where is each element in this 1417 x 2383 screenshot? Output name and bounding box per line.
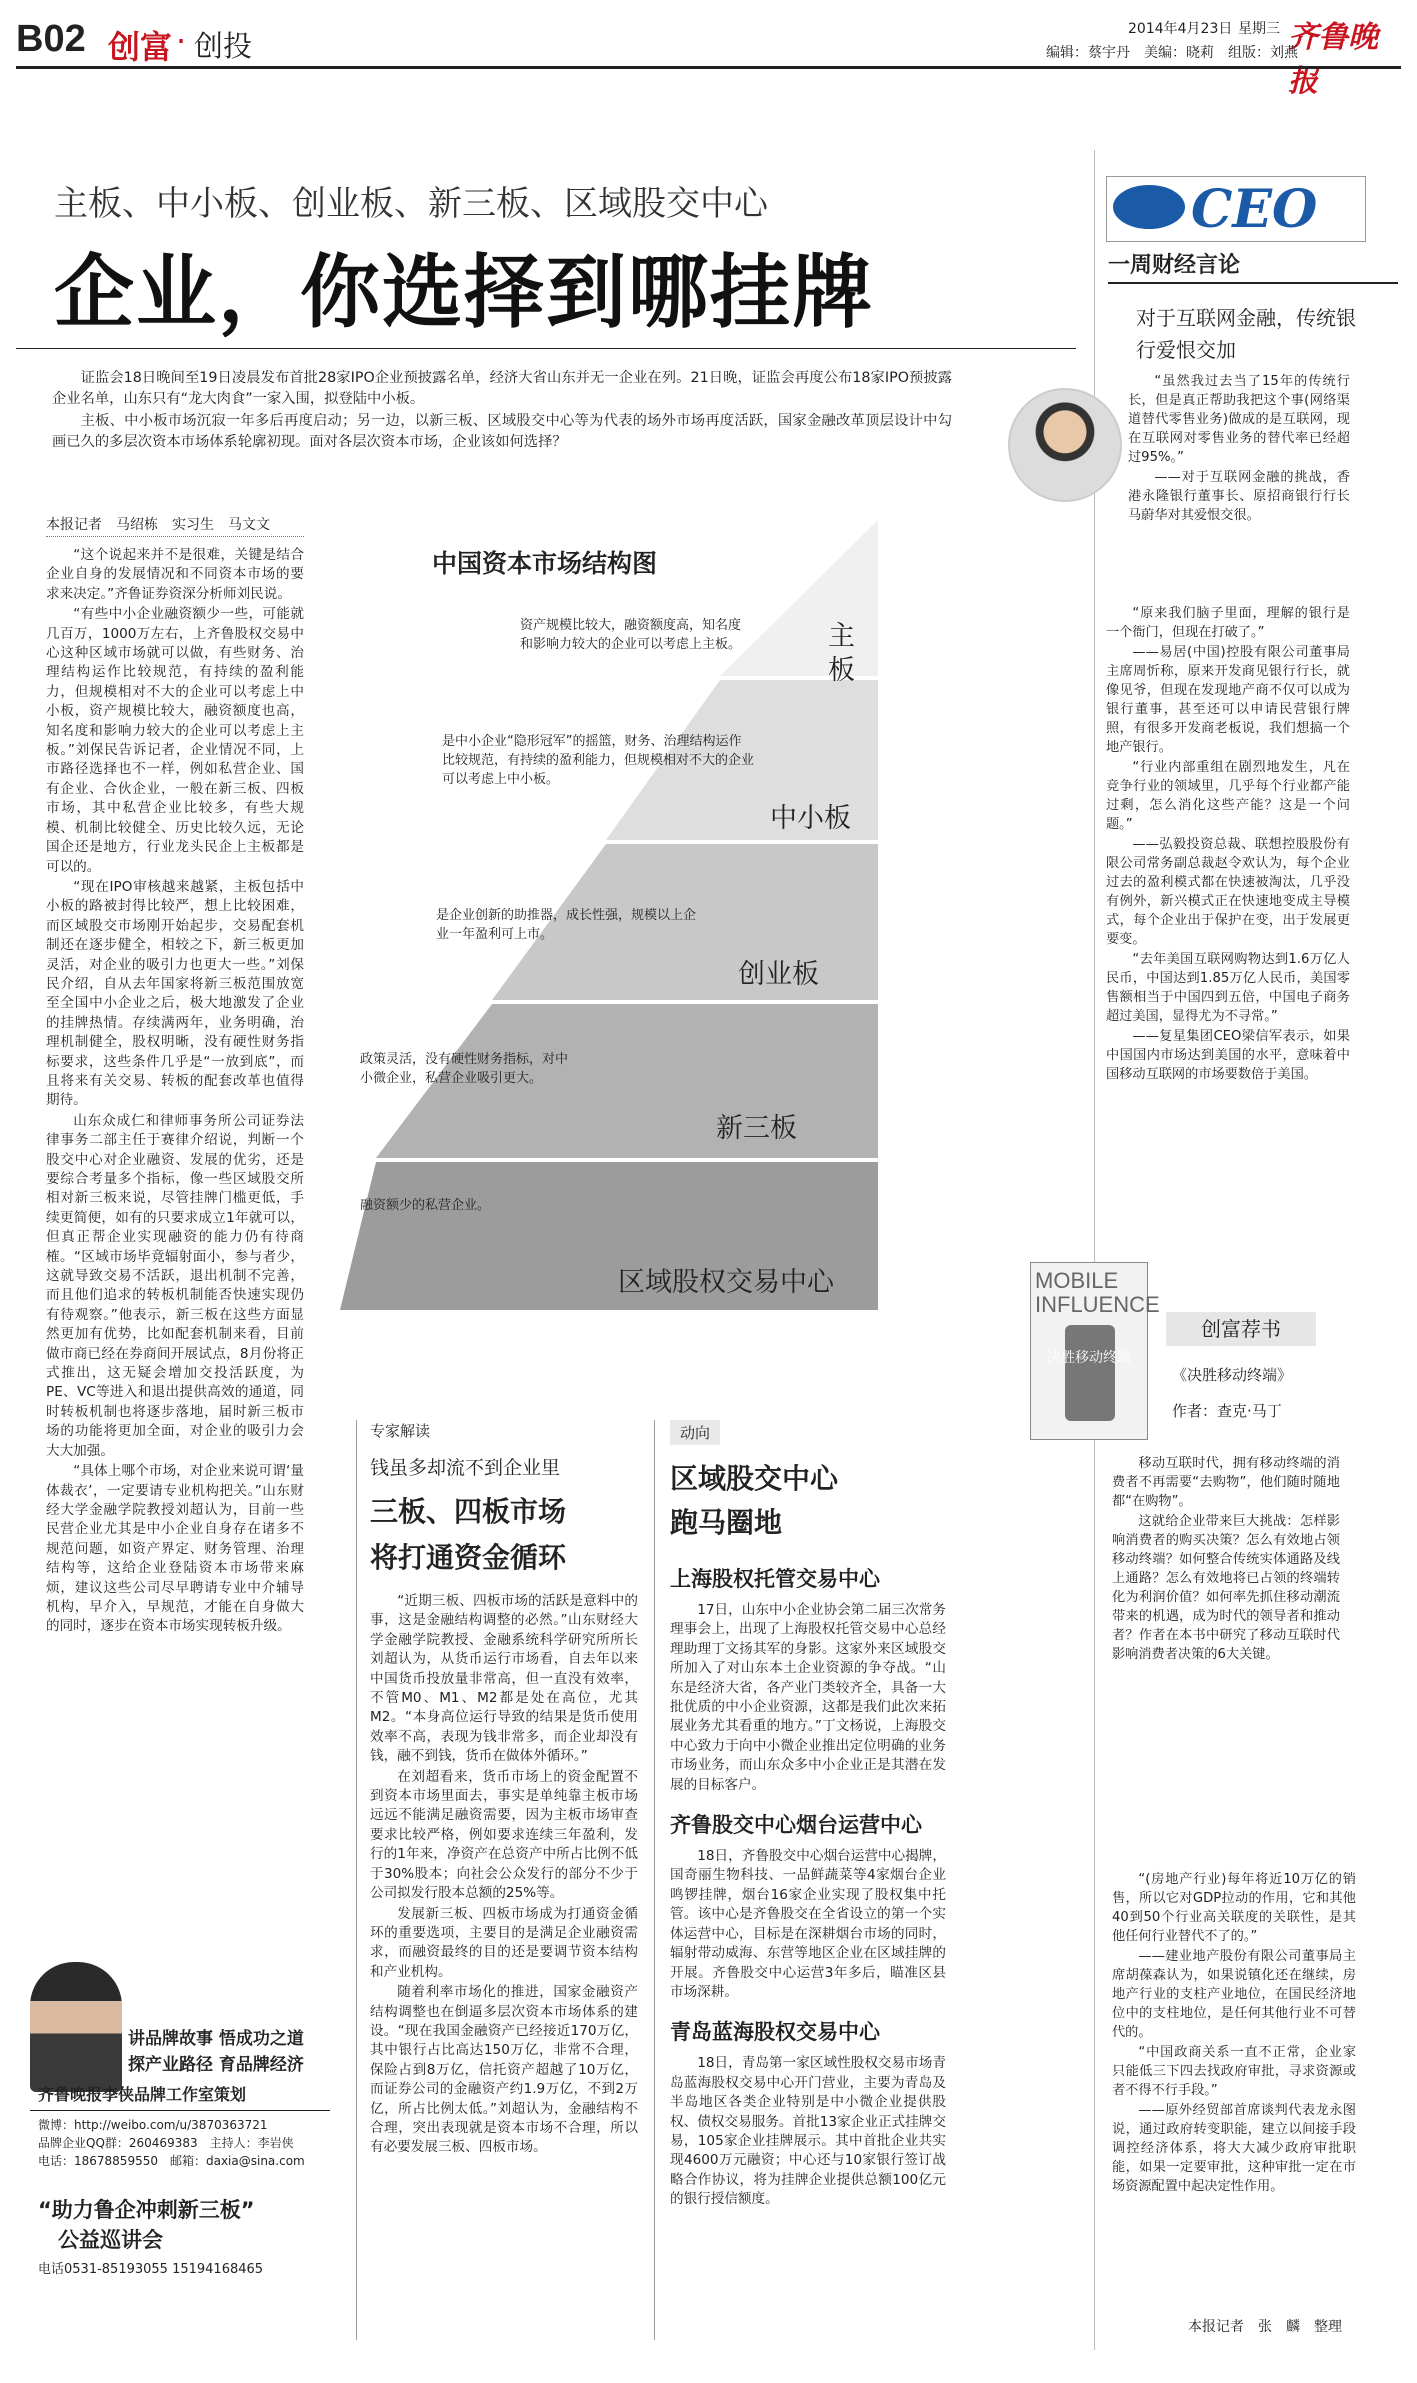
ceo-quote-title: 对于互联网金融，传统银行爱恨交加: [1136, 306, 1356, 362]
ceo-quotes-upper: [1128, 372, 1350, 526]
lead-paragraph-1: 证监会18日晚间至19日凌晨发布首批28家IPO企业预披露名单，经济大省山东并无一企业在列。21日晚，证监会再度公布18家IPO预披露企业名单，山东只有“龙大肉食”一家入围，拟登陆中小板。: [52, 370, 952, 407]
ceo-quote-2-text: “原来我们脑子里面，理解的银行是一个衙门，但现在打破了。”: [1106, 606, 1350, 640]
section-dot: ·: [176, 22, 187, 60]
masthead: [16, 12, 1401, 99]
news-tag: 动向: [670, 1420, 720, 1445]
editor-credits: 编辑：蔡宇丹 美编：晓莉 组版：刘燕: [1046, 45, 1298, 61]
ceo-logo-text: CEO: [1191, 179, 1318, 240]
expert-column: [370, 1420, 638, 2358]
headline-kicker: 主板、中小板、创业板、新三板、区域股交中心: [54, 184, 768, 224]
masthead-rule: [16, 66, 1401, 69]
book-body: [1112, 1454, 1340, 1665]
expert-paragraph-1: “近期三板、四板市场的活跃是意料中的事，这是金融结构调整的必然。”山东财经大学金融学院教授、金融系统科学研究所所长刘超认为，从货币运行市场看，自去年以来中国货币投放量非常高，但一直没有效率，不管M0、M1、M2都是处在高位，尤其M2。“本身高位运行导致的结果是货币使用效率不高，表现为钱非常多，而企业却没有钱，融不到钱，货币在做体外循环。”: [370, 1593, 638, 1765]
expert-paragraph-4: 随着利率市场化的推进，国家金融资产结构调整也在倒逼多层次资本市场体系的建设。“现在我国金融资产已经接近170万亿，其中银行占比高达150万亿，非常不合理，保险占到8万亿，信托资产超越了10万亿，而证券公司的金融资产约1.9万亿，不到2万亿，所占比例太低。”刘超认为，金融结构不合理，突出表现就是资本市场不合理，所以有必要发展三板、四板市场。: [370, 1984, 638, 2156]
news-section-3-body: [670, 2054, 946, 2209]
news-section-2-body: [670, 1847, 946, 2002]
ad-line1: 讲品牌故事 悟成功之道: [128, 2029, 304, 2049]
globe-icon: [1113, 185, 1185, 229]
byline: 本报记者 马绍栋 实习生 马文文: [46, 517, 270, 533]
page-number: B02: [16, 18, 86, 60]
ceo-quote-3-source: ——弘毅投资总裁、联想控股股份有限公司常务副总裁赵令欢认为，每个企业过去的盈利模式都在快速被淘汰，几乎没有例外，新兴模式正在快速地变成主导模式，每个企业出于保护在变，出于发展更要变。: [1106, 837, 1350, 947]
book-paragraph-2: 这就给企业带来巨大挑战：怎样影响消费者的购买决策？怎么有效地占领移动终端？如何整合传统实体通路及线上通路？怎么有效地将已占领的终端转化为利润价值？如何率先抓住移动潮流带来的机遇，成为时代的领导者和推动者？作者在本书中研究了移动互联时代影响消费者决策的6大关键。: [1112, 1514, 1340, 1662]
level-3-name: 创业板: [738, 959, 819, 990]
news-title-line1: 区域股交中心: [670, 1462, 839, 1495]
book-cover: [1030, 1262, 1160, 1440]
diagram-title: 中国资本市场结构图: [432, 549, 658, 578]
news-section-3-text: 18日，青岛第一家区域性股权交易市场青岛蓝海股权交易中心开门营业，主要为青岛及半岛地区各类企业特别是中小微企业提供股权、债权交易服务。首批13家企业正式挂牌交易，105家企业挂牌展示。其中首批企业共实现4600万元融资；中心还与10家银行签订战略合作协议，将为挂牌企业提供总额100亿元的银行授信额度。: [670, 2055, 946, 2208]
news-section-1-heading: 上海股权托管交易中心: [670, 1567, 880, 1591]
lead-paragraph-2: 主板、中小板市场沉寂一年多后再度启动；另一边，以新三板、区域股交中心等为代表的场外市场再度活跃，国家金融改革顶层设计中勾画已久的多层次资本市场体系轮廓初现。面对各层次资本市场，企业该如何选择？: [52, 413, 952, 450]
ceo-quote-1-text: “虽然我过去当了15年的传统行长，但是真正帮助我把这个事(网络渠道替代零售业务)做成的是互联网，现在互联网对零售业务的替代率已经超过95%。”: [1128, 374, 1350, 465]
left-paragraph-4: 山东众成仁和律师事务所公司证券法律事务二部主任于赛律介绍说，判断一个股交中心对企业融资、发展的优劣，还是要综合考量多个指标，像一些区域股交所相对新三板来说，尽管挂牌门槛更低，手续更简便，如有的只要求成立1年就可以，但真正帮企业实现融资的能力仍有待商榷。“区域市场毕竟辐射面小，参与者少，这就导致交易不活跃，退出机制不完善，而且他们追求的转板机制能否快速实现仍有待观察。”他表示，新三板在这些方面显然更加有优势，比如配套机制来看，目前做市商已经在券商间开展试点，8月份将正式推出，这无疑会增加交投活跃度，为PE、VC等进入和退出提供高效的通道，同时转板机制也将逐步落地，届时新三板市场的功能将更加全面，对企业的吸引力会大大加强。: [46, 1112, 304, 1459]
ad-line2: 探产业路径 育品牌经济: [128, 2055, 304, 2075]
headline-rule: [16, 348, 1076, 349]
phone-icon: [1065, 1325, 1115, 1421]
section-sub: 创投: [194, 29, 253, 63]
right-byline: 本报记者 张 麟 整理: [1188, 2319, 1342, 2335]
ceo-portrait: [1008, 388, 1122, 502]
level-1-name: 主板: [828, 621, 855, 686]
lead-text: [52, 368, 952, 454]
news-section-2-text: 18日，齐鲁股交中心烟台运营中心揭牌，国奇丽生物科技、一品鲜蔬菜等4家烟台企业鸣锣挂牌，烟台16家企业实现了股权集中托管。该中心是齐鲁股交在全省设立的第一个实体运营中心，目标是在深耕烟台市场的同时，辐射带动威海、东营等地区企业在区域挂牌的开展。齐鲁股交中心运营3年多后，瞄准区县市场深耕。: [670, 1848, 946, 2000]
right-quote-2-text: “中国政商关系一直不正常，企业家只能低三下四去找政府审批，寻求资源或者不得不行手段。”: [1112, 2045, 1356, 2098]
section-main: 创富: [108, 28, 173, 66]
book-paragraph-1: 移动互联时代，拥有移动终端的消费者不再需要“去购物”，他们随时随地都“在购物”。: [1112, 1456, 1340, 1509]
ceo-subtitle: 一周财经言论: [1108, 253, 1241, 278]
expert-kicker: 钱虽多却流不到企业里: [370, 1457, 561, 1479]
ad-photo: [30, 1962, 122, 2092]
news-column: [670, 1420, 946, 2211]
level-5-desc: 融资额少的私营企业。: [360, 1198, 491, 1213]
level-4-name: 新三板: [716, 1113, 797, 1144]
book-cover-cn: 决胜移动终端: [1047, 1350, 1131, 1366]
book-tag: 创富荐书: [1166, 1312, 1316, 1346]
level-4-desc: 政策灵活，没有硬性财务指标，对中小微企业，私营企业吸引更大。: [360, 1052, 569, 1086]
news-section-2-heading: 齐鲁股交中心烟台运营中心: [670, 1813, 922, 1838]
ad-studio: 齐鲁晚报李侠品牌工作室策划: [38, 2085, 247, 2104]
level-3-desc: 是企业创新的助推器，成长性强，规模以上企业一年盈利可上市。: [436, 908, 697, 942]
expert-paragraph-3: 发展新三板、四板市场成为打通资金循环的重要选项，主要目的是满足企业融资需求，而融资最终的目的还是要调节资本结构和产业机构。: [370, 1905, 638, 1980]
ceo-quote-1-source: ——对于互联网金融的挑战，香港永隆银行董事长、原招商银行行长马蔚华对其爱恨交很。: [1128, 470, 1350, 523]
ceo-quotes-lower: [1106, 604, 1350, 1224]
ceo-quote-4-source: ——复星集团CEO梁信军表示，如果中国国内市场达到美国的水平，意味着中国移动互联网的市场要数倍于美国。: [1106, 1029, 1350, 1082]
right-quote-1-text: “(房地产行业)每年将近10万亿的销售，所以它对GDP拉动的作用，它和其他40到50个行业高关联度的关联性，是其他任何行业替代不了的。”: [1112, 1872, 1356, 1944]
structure-diagram: [340, 520, 900, 1310]
book-cover-title: MOBILE INFLUENCE: [1035, 1268, 1160, 1317]
right-quote-2-source: ——原外经贸部首席谈判代表龙永图说，通过政府转变职能，建立以间接手段调控经济体系，将大大减少政府审批职能，如果一定要审批，这种审批一定在市场资源配置中起决定性作用。: [1112, 2103, 1356, 2194]
left-paragraph-1: “这个说起来并不是很难，关键是结合企业自身的发展情况和不同资本市场的要求来决定。”齐鲁证券资深分析师刘民说。: [46, 547, 304, 602]
headline-title: 企业，你选择到哪挂牌: [54, 246, 874, 339]
level-5-name: 区域股权交易中心: [618, 1267, 834, 1298]
issue-weekday: 星期三: [1238, 21, 1280, 37]
ceo-subtitle-rule: [1108, 282, 1398, 284]
expert-title-line1: 三板、四板市场: [370, 1495, 567, 1528]
ad-qq: 品牌企业QQ群：260469383 主持人：李岩侠: [38, 2136, 294, 2150]
left-paragraph-2: “有些中小企业融资额少一些，可能就几百万，1000万左右，上齐鲁股权交易中心这种区域市场就可以做，有些财务、治理结构运作比较规范，有持续的盈利能力，但规模相对不大的企业可以考虑上中小板，资产规模比较大，融资额度也高，知名度和影响力较大的企业可以考虑上主板。”刘保民告诉记者，企业情况不同，上市路径选择也不一样，例如私营企业、国有企业、合伙企业，一般在新三板、四板市场，其中私营企业比较多，有些大规模、机制比较健全、历史比较久远，无论国企还是地方，行业龙头民企上主板都是可以的。: [46, 606, 304, 875]
ceo-logo: [1106, 176, 1366, 242]
ad-event-sub: 公益巡讲会: [58, 2228, 163, 2252]
news-section-1-text: 17日，山东中小企业协会第二届三次常务理事会上，出现了上海股权托管交易中心总经理助理丁文扬其军的身影。这家外来区域股交所加入了对山东本土企业资源的争夺战。“山东是经济大省，各产业门类较齐全，具备一大批优质的中小企业资源，这都是我们此次来拓展业务尤其看重的地方。”丁文杨说，上海股交中心致力于向中小微企业推出定位明确的业务市场业务，而山东众多中小企业正是其潜在发展的目标客户。: [670, 1602, 946, 1793]
paper-logo: 齐鲁晚报: [1288, 20, 1378, 99]
level-2-name: 中小板: [770, 803, 851, 834]
issue-date: 2014年4月23日: [1128, 21, 1233, 37]
left-paragraph-3: “现在IPO审核越来越紧，主板包括中小板的路被封得比较严，想上比较困难，而区域股交市场刚开始起步，交易配套机制还在逐步健全，相较之下，新三板更加灵活，对企业的吸引力也更大一些。”刘保民介绍，自从去年国家将新三板范围放宽至全国中小企业之后，极大地激发了企业的挂牌热情。存续满两年，业务明确，治理机制健全，股权明晰，没有硬性财务指标要求，这些条件几乎是“一放到底”，而且将来有关交易、转板的配套改革也值得期待。: [46, 878, 304, 1109]
ad-event-phone: 电话0531-85193055 15194168465: [38, 2262, 264, 2277]
divider-expert: [356, 1420, 357, 2340]
book-author: 作者：查克·马丁: [1172, 1402, 1282, 1420]
brand-ad: [30, 1962, 330, 2362]
ceo-quote-4-text: “去年美国互联网购物达到1.6万亿人民币，中国达到1.85万亿人民币，美国零售额相当于中国四到五倍，中国电子商务超过美国，显得尤为不寻常。”: [1106, 952, 1350, 1024]
news-title-line2: 跑马圈地: [670, 1506, 783, 1539]
ad-rule: [30, 2110, 330, 2111]
level-1-desc: 资产规模比较大，融资额度高，知名度和影响力较大的企业可以考虑上主板。: [520, 618, 742, 652]
expert-tag: 专家解读: [370, 1422, 431, 1440]
news-section-1-body: [670, 1601, 946, 1795]
ad-event-title: “助力鲁企冲刺新三板”: [38, 2198, 255, 2222]
news-section-3-heading: 青岛蓝海股权交易中心: [670, 2020, 880, 2045]
book-name: 《决胜移动终端》: [1172, 1366, 1293, 1384]
level-2-desc: 是中小企业“隐形冠军”的摇篮，财务、治理结构运作比较规范，有持续的盈利能力，但规模相对不大的企业可以考虑上中小板。: [442, 734, 755, 787]
left-paragraph-5: “具体上哪个市场，对企业来说可谓‘量体裁衣’，一定要请专业机构把关。”山东财经大学金融学院教授刘超认为，目前一些民营企业尤其是中小企业自身存在诸多不规范问题，如资产界定、财务管理、治理结构等，这给企业登陆资本市场带来麻烦，建议这些公司尽早聘请专业中介辅导机构，早介入，早规范，才能在自身做大的同时，逐步在资本市场实现转板升级。: [46, 1463, 304, 1635]
expert-title-line2: 将打通资金循环: [370, 1541, 567, 1574]
ceo-quote-3-text: “行业内部重组在剧烈地发生，凡在竞争行业的领域里，几乎每个行业都产能过剩，怎么消化这些产能？这是一个问题。”: [1106, 760, 1350, 832]
divider-news: [654, 1420, 655, 2340]
expert-body: [370, 1592, 638, 2358]
ad-phone: 电话：18678859550 邮箱：daxia@sina.com: [38, 2154, 305, 2168]
right-quote-1-source: ——建业地产股份有限公司董事局主席胡葆森认为，如果说镇化还在继续，房地产行业的支柱产业地位，在国民经济地位中的支柱地位，是任何其他行业不可替代的。: [1112, 1949, 1356, 2040]
ceo-quote-2-source: ——易居(中国)控股有限公司董事局主席周忻称，原来开发商见银行行长，就像见爷，但现在发现地产商不仅可以成为银行董事，甚至还可以申请民营银行牌照，有很多开发商老板说，我们想搞一个地产银行。: [1106, 645, 1350, 755]
expert-paragraph-2: 在刘超看来，货币市场上的资金配置不到资本市场里面去，事实是单纯靠主板市场远远不能满足融资需要，因为主板市场审查要求比较严格，例如要求连续三年盈利，发行的1年来，净资产在总资产中所占比例不低于30%股本；向社会公众发行的部分不少于公司拟发行股本总额的25%等。: [370, 1768, 638, 1902]
left-column: [46, 546, 304, 1946]
right-lower-quotes: [1112, 1870, 1356, 2300]
byline-rule: [46, 536, 304, 537]
ad-weibo: 微博：http://weibo.com/u/3870363721: [38, 2118, 268, 2132]
